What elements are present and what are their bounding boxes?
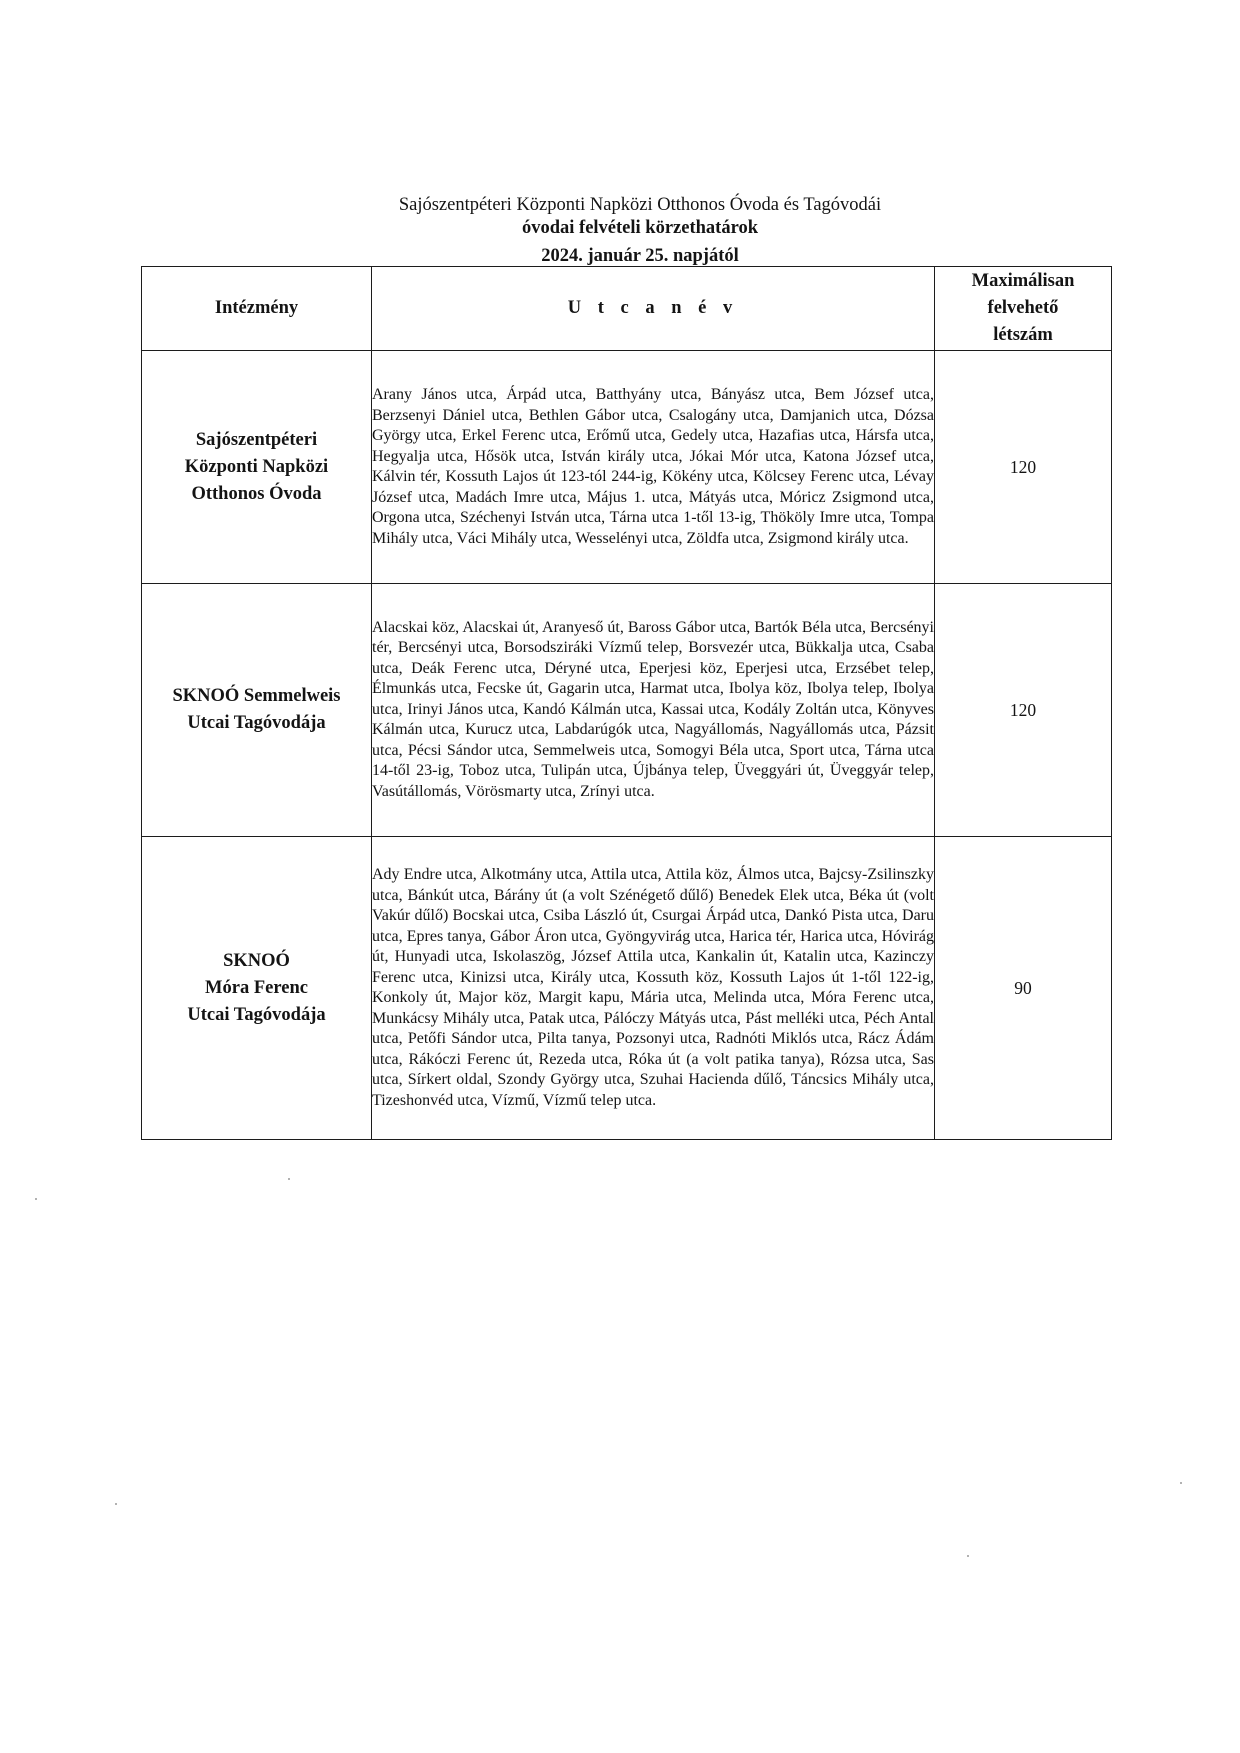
institution-name-line: Otthonos Óvoda (191, 483, 322, 504)
institution-name-line: SKNOÓ (223, 950, 290, 971)
table-row (142, 837, 1112, 1140)
institution-cell (142, 584, 372, 837)
table-header-row (142, 267, 1112, 351)
capacity-cell: 120 (935, 351, 1112, 584)
header-max-line: létszám (993, 325, 1053, 345)
institution-name-line: Utcai Tagóvodája (187, 1004, 326, 1025)
scan-speck (115, 1503, 117, 1505)
institution-name-line: Utcai Tagóvodája (187, 713, 326, 733)
scan-speck (35, 1198, 37, 1200)
table-row (142, 351, 1112, 584)
capacity-cell: 120 (935, 584, 1112, 837)
table-row (142, 584, 1112, 837)
institution-name-line: Sajószentpéteri (195, 429, 318, 450)
header-institution: Intézmény (142, 267, 372, 351)
scan-speck (1180, 1482, 1182, 1484)
capacity-cell: 90 (935, 837, 1112, 1140)
street-list-cell: Alacskai köz, Alacskai út, Aranyeső út, Baross Gábor utca, Bartók Béla utca, Bercsényi tér, Bercsényi utca, Borsodsziráki Vízmű telep, Borsvezér utca, Bükkalja utca, Csaba utca, Deák Ferenc utca, Déryné utca, Eperjesi köz, Eperjesi utca, Erzsébet telep, Élmunkás utca, Fecske út, Gagarin utca, Harmat utca, Ibolya köz, Ibolya telep, Ibolya utca, Irinyi János utca, Kandó Kálmán utca, Kassai utca, Kodály Zoltán utca, Könyves Kálmán utca, Kurucz utca, Labdarúgók utca, Nagyállomás, Nagyállomás utca, Pázsit utca, Pécsi Sándor utca, Semmelweis utca, Somogyi Béla utca, Sport utca, Tárna utca 14-től 23-ig, Toboz utca, Tulipán utca, Újbánya telep, Üveggyári út, Üveggyár telep, Vasútállomás, Vörösmarty utca, Zrínyi utca. (372, 584, 935, 837)
header-street-name: U t c a n é v (372, 267, 935, 351)
document-title: Sajószentpéteri Központi Napközi Otthonos Óvoda és Tagóvodái (398, 195, 882, 215)
header-max-line: felvehető (987, 298, 1059, 318)
effective-date: 2024. január 25. napjától (541, 246, 739, 266)
street-list-cell: Ady Endre utca, Alkotmány utca, Attila utca, Attila köz, Álmos utca, Bajcsy-Zsilinszky utca, Bánkút utca, Bárány út (a volt Szénégető dűlő) Benedek Elek utca, Béka út (volt Vakúr dűlő) Bocskai utca, Csiba László út, Csurgai Árpád utca, Dankó Pista utca, Daru utca, Epres tanya, Gábor Áron utca, Gyöngyvirág utca, Harica tér, Harica utca, Hóvirág út, Hunyadi utca, Iskolaszög, József Attila utca, Kankalin út, Katalin utca, Kazinczy Ferenc utca, Kinizsi utca, Király utca, Kossuth köz, Kossuth Lajos út 1-től 122-ig, Konkoly út, Major köz, Margit kapu, Mária utca, Melinda utca, Móra Ferenc utca, Munkácsy Mihály utca, Patak utca, Pálóczy Mátyás utca, Pást melléki utca, Péch Antal utca, Petőfi Sándor utca, Pilta tanya, Pozsonyi utca, Radnóti Miklós utca, Rácz Ádám utca, Rákóczi Ferenc út, Rezeda utca, Róka út (a volt patika tanya), Rózsa utca, Sas utca, Sírkert oldal, Szondy György utca, Szuhai Hacienda dűlő, Táncsics Mihály utca, Tizeshonvéd utca, Vízmű, Vízmű telep utca. (372, 837, 935, 1140)
header-max-line: Maximálisan (971, 271, 1075, 291)
enrollment-zones-table (141, 266, 1112, 1140)
document-subtitle: óvodai felvételi körzethatárok (521, 218, 758, 238)
scan-speck (288, 1178, 290, 1180)
institution-name-line: SKNOÓ Semmelweis (172, 686, 341, 706)
institution-cell (142, 837, 372, 1140)
institution-name-line: Móra Ferenc (205, 977, 308, 998)
scan-speck (967, 1555, 969, 1557)
institution-cell (142, 351, 372, 584)
street-list-cell: Arany János utca, Árpád utca, Batthyány utca, Bányász utca, Bem József utca, Berzsenyi Dániel utca, Bethlen Gábor utca, Csalogány utca, Damjanich utca, Dózsa György utca, Erkel Ferenc utca, Erőmű utca, Gedely utca, Hazafias utca, Hársfa utca, Hegyalja utca, Hősök utca, István király utca, Jókai Mór utca, Katona József utca, Kálvin tér, Kossuth Lajos út 123-tól 244-ig, Kökény utca, Kölcsey Ferenc utca, Lévay József utca, Madách Imre utca, Május 1. utca, Mátyás utca, Móricz Zsigmond utca, Orgona utca, Széchenyi István utca, Tárna utca 1-től 13-ig, Thököly Imre utca, Tompa Mihály utca, Váci Mihály utca, Wesselényi utca, Zöldfa utca, Zsigmond király utca. (372, 351, 935, 584)
institution-name-line: Központi Napközi (184, 456, 329, 477)
header-max-capacity (935, 267, 1112, 351)
